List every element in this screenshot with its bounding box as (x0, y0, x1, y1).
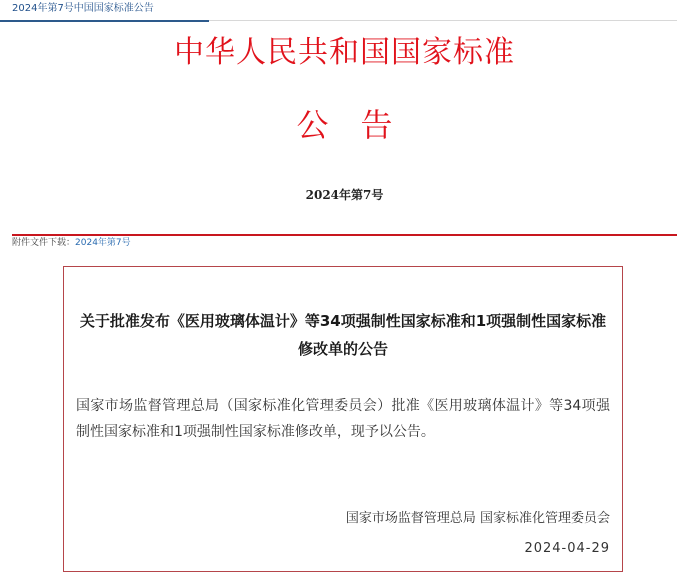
notice-body: 国家市场监督管理总局（国家标准化管理委员会）批准《医用玻璃体温计》等34项强制性国家标准和1项强制性国家标准修改单，现予以公告。 (76, 398, 610, 440)
top-divider (209, 20, 677, 21)
breadcrumb-underline (0, 20, 209, 22)
attachment-download-link[interactable]: 2024年第7号 (75, 238, 131, 248)
notice-heading: 关于批准发布《医用玻璃体温计》等34项强制性国家标准和1项强制性国家标准修改单的公告 (79, 312, 607, 358)
notice-signer: 国家市场监督管理总局 国家标准化管理委员会 (345, 511, 610, 526)
attachment-row (12, 236, 131, 250)
attachment-label: 附件文件下载： (12, 238, 76, 248)
announcement-label: 公 告 (296, 106, 393, 144)
page-title: 中华人民共和国国家标准 (174, 35, 515, 70)
notice-date: 2024-04-29 (524, 541, 610, 556)
notice-box (63, 266, 623, 572)
issue-number: 2024年第7号 (305, 188, 384, 202)
breadcrumb[interactable]: 2024年第7号中国国家标准公告 (12, 3, 154, 14)
